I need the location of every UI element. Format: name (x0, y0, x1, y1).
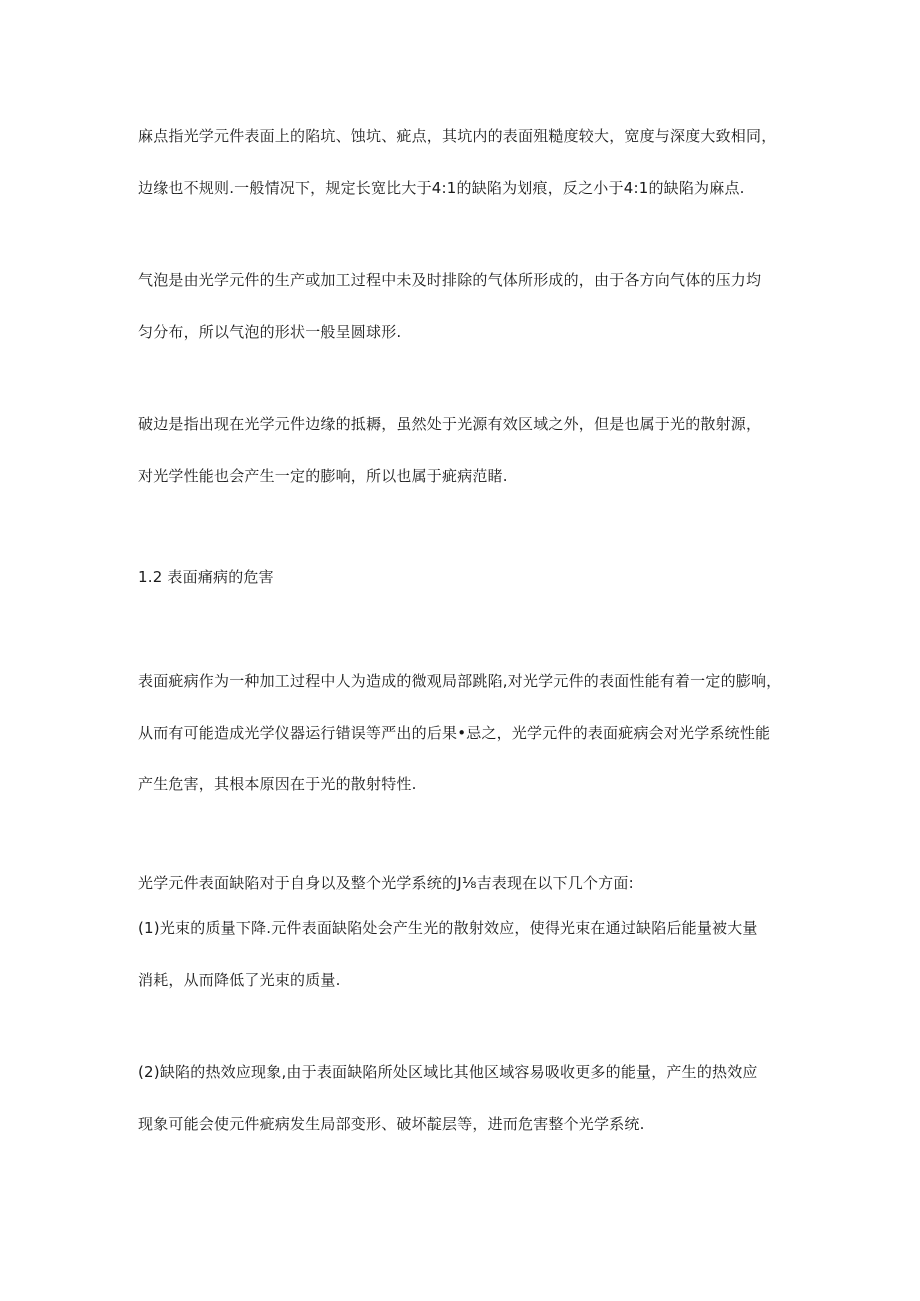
section-heading: 1.2 表面痛病的危害 (138, 568, 274, 586)
text-line: 消耗，从而降低了光束的质量. (138, 971, 341, 989)
text-line: 边缘也不规则.一般情况下，规定长宽比大于4:1的缺陷为划痕，反之小于4:1的缺陷为麻点. (138, 179, 745, 197)
text-line: 表面疵病作为一种加工过程中人为造成的微观局部跳陷,对光学元件的表面性能有着一定的膨响， (138, 672, 782, 690)
text-line: 现象可能会使元件疵病发生局部变形、破坏靛层等，进而危害整个光学系统. (138, 1115, 645, 1133)
text-line: 对光学性能也会产生一定的膨响，所以也属于疵病范睹. (138, 467, 508, 485)
text-line: 匀分布，所以气泡的形状一般呈圆球形. (138, 323, 402, 341)
text-line: (1)光束的质量下降.元件表面缺陷处会产生光的散射效应，使得光束在通过缺陷后能量被大量 (138, 919, 758, 937)
text-line: 气泡是由光学元件的生产或加工过程中未及时排除的气体所形成的，由于各方向气体的压力均 (138, 271, 762, 289)
text-line: (2)缺陷的热效应现象,由于表面缺陷所处区域比其他区域容易吸收更多的能量，产生的热效应 (138, 1063, 758, 1081)
text-line: 麻点指光学元件表面上的陷坑、蚀坑、疵点，其坑内的表面殂糙度较大，宽度与深度大致相同， (138, 127, 777, 145)
text-line: 光学元件表面缺陷对于自身以及整个光学系统的J⅛吉表现在以下几个方面: (138, 874, 634, 892)
text-line: 破边是指出现在光学元件边缘的抵耨，虽然处于光源有效区域之外，但是也属于光的散射源， (138, 415, 762, 433)
text-line: 从而有可能造成光学仪器运行错误等严出的后果•忌之，光学元件的表面疵病会对光学系统性能 (138, 724, 771, 742)
text-line: 产生危害，其根本原因在于光的散射特性. (138, 775, 417, 793)
